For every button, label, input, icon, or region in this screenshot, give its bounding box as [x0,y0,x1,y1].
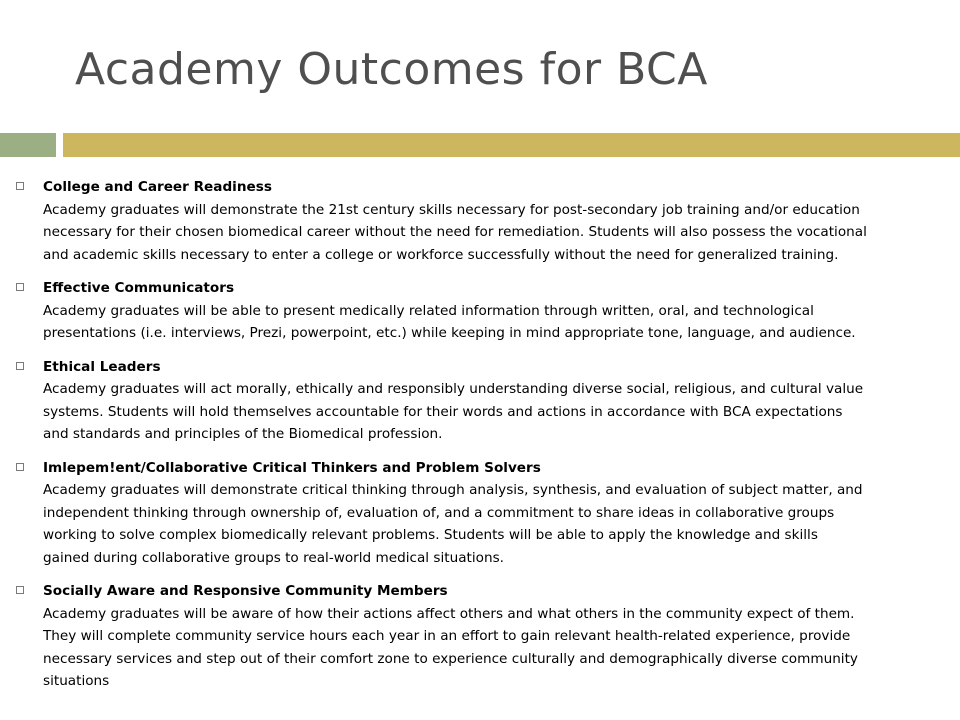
outcome-text-line: gained during collaborative groups to real-world medical situations. [43,549,504,566]
outcome-text-line: Academy graduates will be aware of how their actions affect others and what others in the community expect of them. [43,605,855,622]
outcome-body [43,277,946,345]
accent-bar-left [0,133,56,157]
outcome-text-line: and standards and principles of the Biomedical profession. [43,426,443,442]
outcome-body [43,356,946,446]
outcome-text-line: Academy graduates will demonstrate the 21st century skills necessary for post-secondary job training and/or education [43,201,860,218]
outcome-text-line: and academic skills necessary to enter a college or workforce successfully without the need for generalized training. [43,246,839,263]
square-bullet-icon [16,182,24,190]
outcome-item-critical-thinkers [16,457,946,570]
outcome-heading: Effective Communicators [43,280,235,296]
outcome-text-line: They will complete community service hours each year in an effort to gain relevant health-related experience, provide [43,628,851,644]
slide-title: Academy Outcomes for BCA [75,44,708,95]
outcome-text-line: situations [43,673,110,689]
outcome-body [43,457,946,570]
accent-bar-right [63,133,960,157]
outcome-text-line: Academy graduates will act morally, ethically and responsibly understanding diverse social, religious, and cultural value [43,381,864,397]
outcome-item-community-members [16,580,946,693]
square-bullet-icon [16,586,24,594]
outcome-text-line: Academy graduates will be able to present medically related information through written, oral, and technological [43,302,814,319]
outcome-item-career-readiness [16,176,946,266]
outcome-text-line: systems. Students will hold themselves accountable for their words and actions in accordance with BCA expectations [43,403,843,420]
outcome-body [43,176,946,266]
outcome-heading: Ethical Leaders [43,358,161,375]
outcome-item-ethical-leaders [16,356,946,446]
square-bullet-icon [16,362,24,370]
outcome-text-line: independent thinking through ownership of, evaluation of, and a commitment to share ideas in collaborative groups [43,504,835,521]
outcome-body [43,580,946,693]
outcome-heading: College and Career Readiness [43,179,272,195]
outcome-text-line: necessary services and step out of their comfort zone to experience culturally and demographically diverse community [43,650,858,667]
outcome-heading: Imlepem!ent/Collaborative Critical Thinkers and Problem Solvers [43,459,541,476]
outcome-item-effective-communicators [16,277,946,345]
outcome-heading: Socially Aware and Responsive Community Members [43,583,448,599]
outcome-text-line: working to solve complex biomedically relevant problems. Students will be able to apply the knowledge and skills [43,527,818,543]
outcome-text-line: Academy graduates will demonstrate critical thinking through analysis, synthesis, and evaluation of subject matter, and [43,482,863,498]
outcome-text-line: presentations (i.e. interviews, Prezi, powerpoint, etc.) while keeping in mind appropriate tone, language, and audience. [43,325,856,341]
square-bullet-icon [16,463,24,471]
outcome-text-line: necessary for their chosen biomedical career without the need for remediation. Students will also possess the vocational [43,224,867,240]
outcomes-list [16,176,946,704]
square-bullet-icon [16,283,24,291]
